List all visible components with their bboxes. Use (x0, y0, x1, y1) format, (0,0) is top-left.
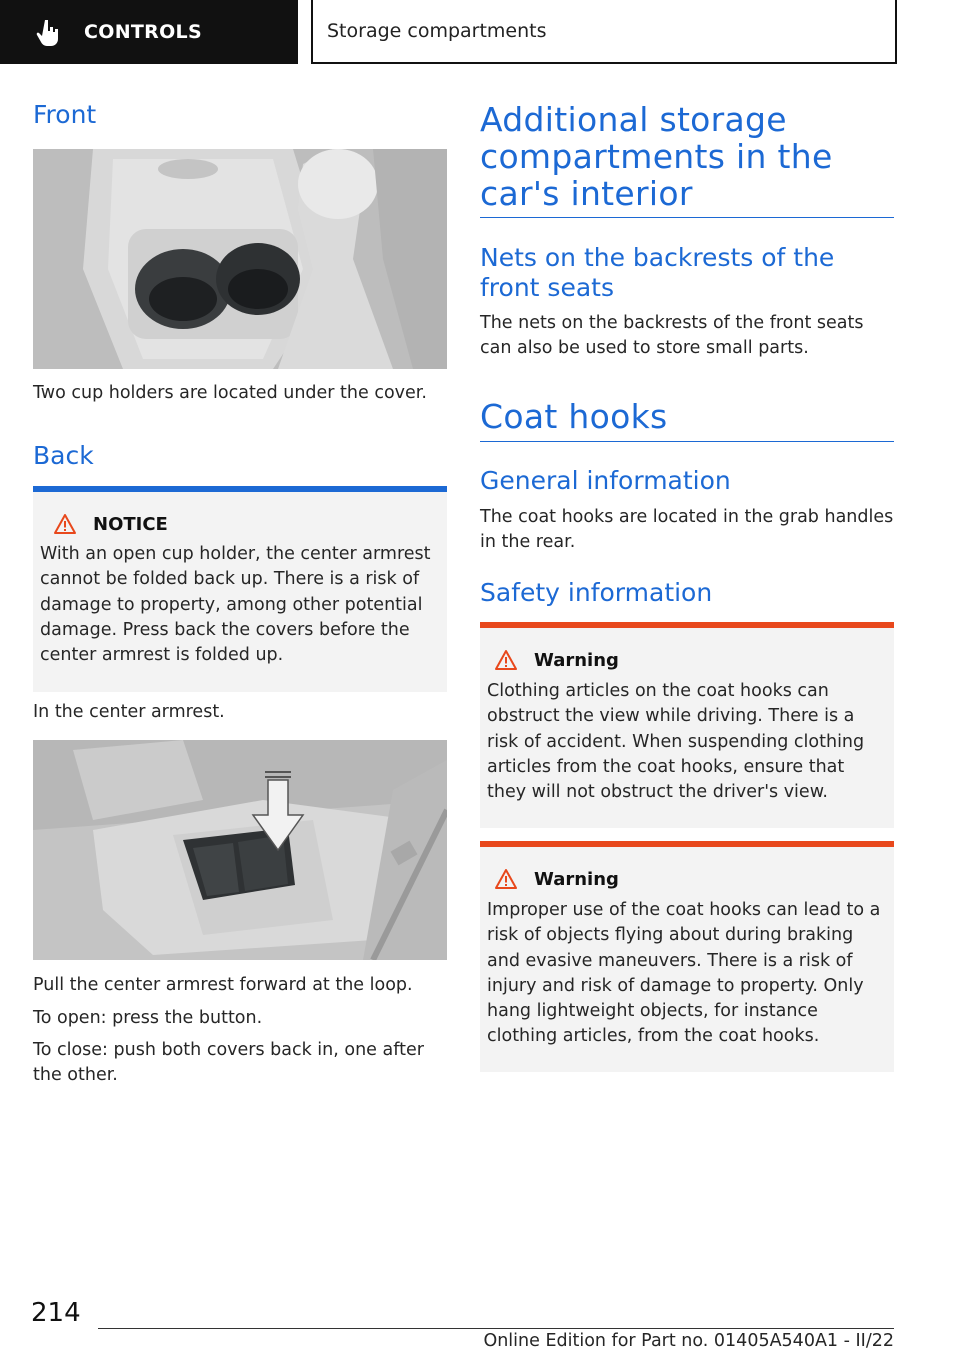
footer-rule (98, 1328, 894, 1329)
edition-info: Online Edition for Part no. 01405A540A1 - II/22 (483, 1331, 894, 1351)
armrest-intro: In the center armrest. (33, 702, 225, 722)
back-heading: Back (33, 441, 94, 470)
warning-title-row-1 (494, 649, 894, 671)
page-number: 214 (31, 1298, 81, 1328)
safety-info-heading: Safety information (480, 578, 713, 607)
warning-triangle-icon (494, 868, 518, 890)
warning-bar-1 (480, 622, 894, 628)
hand-pointer-icon (34, 17, 64, 47)
notice-title: NOTICE (93, 513, 168, 535)
warning-body-2: Improper use of the coat hooks can lead to a risk of objects flying about during braking and evasive maneuvers. There is a risk of injury and risk of damage to property. Only hang lightweight objects, for instance clothing articles, from the coat hooks. (487, 900, 881, 1047)
warning-title-2: Warning (534, 868, 619, 890)
nets-text: The nets on the backrests of the front seats can also be used to store small parts. (480, 313, 864, 358)
main-heading: Additional storage compartments in the car's interior (480, 100, 833, 213)
section-header (311, 0, 897, 64)
warning-box-2 (480, 841, 894, 1072)
coat-hooks-heading: Coat hooks (480, 397, 668, 436)
warning-triangle-icon (53, 513, 77, 535)
armrest-step-1: Pull the center armrest forward at the loop. (33, 975, 413, 995)
warning-triangle-icon (494, 649, 518, 671)
warning-box-1 (480, 622, 894, 828)
warning-bar-2 (480, 841, 894, 847)
general-info-heading: General information (480, 466, 731, 495)
warning-body-1: Clothing articles on the coat hooks can obstruct the view while driving. There is a risk of accident. When suspending clothing articles from the coat hooks, ensure that they will not obstruct the driver's view. (487, 681, 865, 803)
chapter-tab[interactable] (0, 0, 298, 64)
warning-title-1: Warning (534, 649, 619, 671)
coat-hooks-rule (480, 441, 894, 442)
armrest-photo (33, 740, 447, 960)
front-heading: Front (33, 100, 97, 129)
chapter-label: CONTROLS (84, 21, 202, 43)
section-title: Storage compartments (327, 20, 547, 42)
main-heading-rule (480, 217, 894, 218)
armrest-step-2: To open: press the button. (33, 1008, 263, 1028)
notice-title-row (53, 513, 447, 535)
warning-title-row-2 (494, 868, 894, 890)
notice-bar (33, 486, 447, 492)
front-caption: Two cup holders are located under the cover. (33, 383, 427, 403)
notice-box (33, 486, 447, 692)
nets-heading: Nets on the backrests of the front seats (480, 243, 835, 302)
armrest-step-3: To close: push both covers back in, one after the other. (33, 1040, 424, 1085)
general-info-text: The coat hooks are located in the grab handles in the rear. (480, 507, 894, 552)
cup-holder-photo (33, 149, 447, 369)
notice-body: With an open cup holder, the center armrest cannot be folded back up. There is a risk of damage to property, among other potential damage. Press back the covers before the center armrest is folded up. (40, 544, 431, 666)
